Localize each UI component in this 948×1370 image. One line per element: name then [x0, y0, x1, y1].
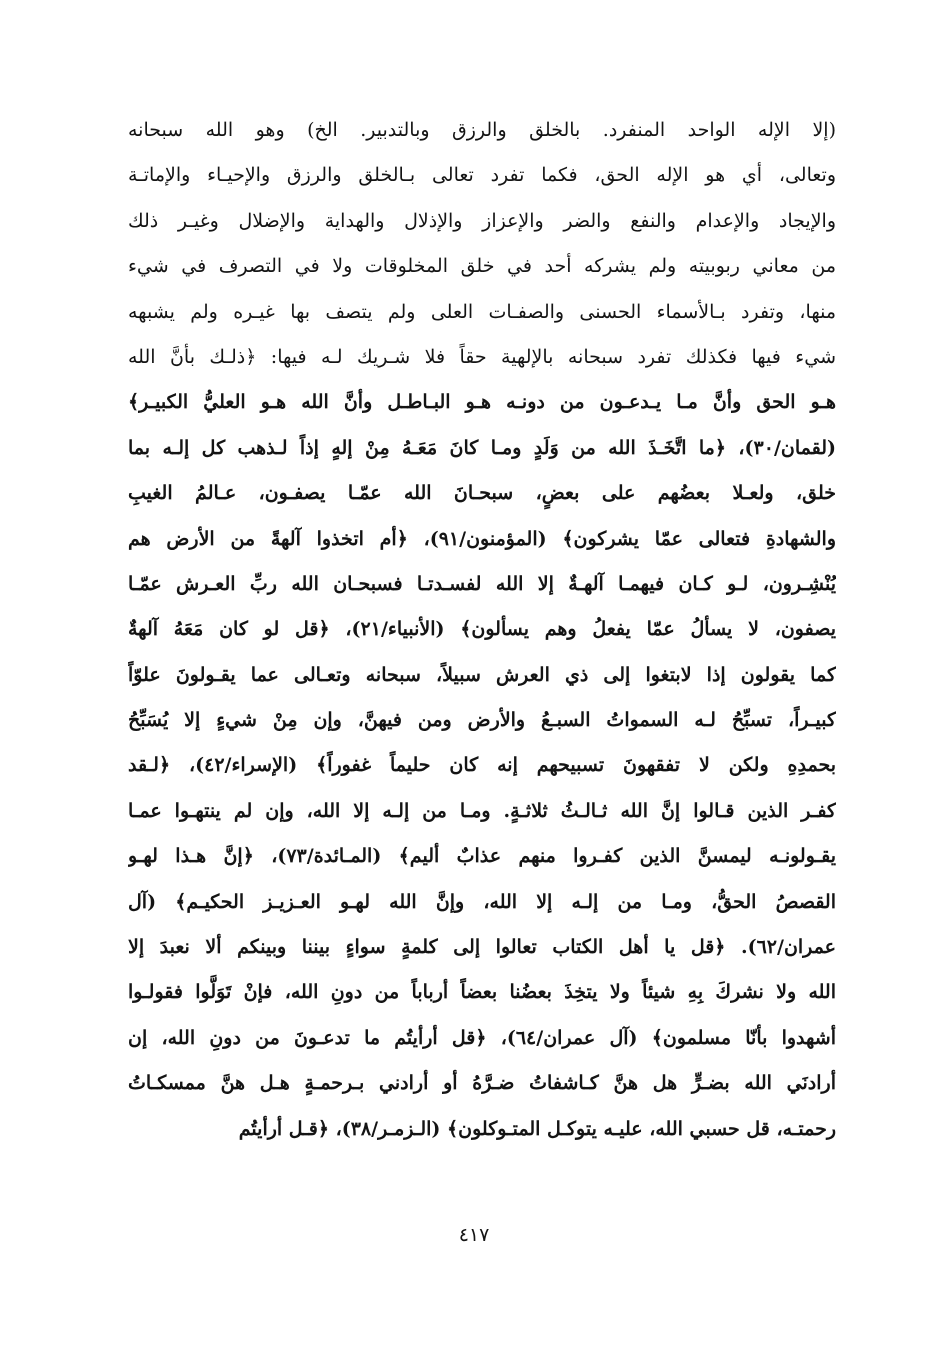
- text-line-3: والإيجاد والإعدام والنفع والضر والإعزاز والإذلال والهداية والإضلال وغيـر ذلك: [128, 209, 836, 232]
- text-line-2: وتعالى، أي هو الإله الحق، فكما تفرد تعالى بـالخلق والرزق والإحيـاء والإماتـة: [128, 164, 836, 187]
- text-line-19: عمران/٦٢). ﴿قل يا أهل الكتاب تعالوا إلى كلمةٍ سواءٍ بيننا وبينكم ألا نعبدَ إلا: [128, 936, 836, 959]
- text-line-1: (إلا الإله الواحد المنفرد. بالخلق والرزق وبالتدبير. الخ) وهو الله سبحانه: [128, 119, 836, 141]
- text-line-17: يقـولونـه ليمسنَّ الذين كفـروا منهم عذابٌ أليم﴾ (المـائدة/٧٣)، ﴿إنَّ هـذا لهـو: [128, 845, 836, 868]
- text-line-21: أشهدوا بأنّا مسلمون﴾ (آل عمران/٦٤)، ﴿قل أرأيتُم ما تدعـونَ من دونِ الله، إن: [128, 1026, 836, 1049]
- text-line-15: بحمدِهِ ولكن لا تفقهونَ تسبيحهم إنه كان حليماً غفوراً﴾ (الإسراء/٤٢)، ﴿لـقد: [128, 754, 836, 777]
- text-line-11: يُنْشِـرون، لـو كـان فيهمـا آلهـةٌ إلا الله لفسـدتـا فسبحـان الله ربِّ العـرش عمّـا: [128, 572, 836, 595]
- page-number: ٤١٧: [458, 1224, 490, 1246]
- text-line-4: من معاني ربوبيته ولم يشركه أحد في خلق المخلوقات ولا في التصرف في شيء: [128, 255, 836, 278]
- text-line-5: منها، وتفرد بـالأسماء الحسنى والصفـات العلى ولم يتصف بها غيـره ولم يشبهه: [128, 300, 836, 323]
- text-line-22: أرادنَي الله بضـرٍّ هل هنَّ كـاشفاتُ ضـرَّهُ أو أرادني بـرحمـةٍ هـل هنَّ ممسكـاتُ: [128, 1072, 836, 1095]
- text-line-14: كبيـراً، تسبِّحُ لـه السمواتُ السبـعُ والأرض ومن فيهنَّ، وإن مِنْ شيءٍ إلا يُسَبِّحُ: [128, 709, 836, 732]
- text-line-8: (لقمان/٣٠)، ﴿ما اتَّخَـذَ الله من وَلَدٍ ومـا كانَ مَعَـهُ مِنْ إلهٍ إذاً لـذهب كل إلـه بما: [128, 436, 836, 459]
- text-line-12: يصفون، لا يسألُ عمّا يفعلُ وهم يسألون﴾ (الأنبياء/٢١)، ﴿قل لو كان مَعَهُ آلهةٌ: [128, 618, 836, 641]
- text-line-13: كما يقولون إذا لابتغوا إلى ذي العرش سبيلاً، سبحانه وتعـالى عما يقـولونَ علوّاً: [128, 663, 836, 686]
- text-line-6: شيء فيها فكذلك تفرد سبحانه بالإلهية حقاً فلا شـريك لـه فيها: ﴿ذلـك بأنَّ الله: [128, 345, 836, 368]
- text-line-7: هـو الحق وأنَّ مـا يـدعـون من دونـه هـو البـاطـل وأنَّ الله هـو العليُّ الكبيـر﴾: [128, 391, 836, 414]
- text-line-18: القصصُ الحقُّ، ومـا من إلـه إلا الله، وإنَّ الله لهـو العـزيـز الحكيـم﴾ (آل: [128, 890, 836, 913]
- text-line-23: رحمتـه، قل حسبي الله، عليـه يتوكـل المتـوكلون﴾ (الـزمـر/٣٨)، ﴿قـل أرأيتُم: [238, 1117, 836, 1140]
- text-line-20: الله ولا نشركَ بِهِ شيئاً ولا يتخِذَ بعضُنا بعضاً أرباباً من دونِ الله، فإنْ تَوَلَّوا فقولـوا: [128, 981, 836, 1004]
- text-line-16: كفـر الذين قـالوا إنَّ الله ثـالـثُ ثلاثـةٍ. ومـا من إلـه إلا الله، وإن لم ينتهـوا عمـا: [128, 799, 836, 822]
- body-text: [128, 108, 836, 1152]
- text-line-9: خلق، ولعـلا بعضُهم على بعضٍ، سبحـانَ الله عمّـا يصفـون، عـالمُ الغيبِ: [128, 482, 836, 505]
- text-line-10: والشهادةِ فتعالى عمّا يشركون﴾ (المؤمنون/٩١)، ﴿أم اتخذوا آلهةً من الأرض هم: [128, 527, 836, 550]
